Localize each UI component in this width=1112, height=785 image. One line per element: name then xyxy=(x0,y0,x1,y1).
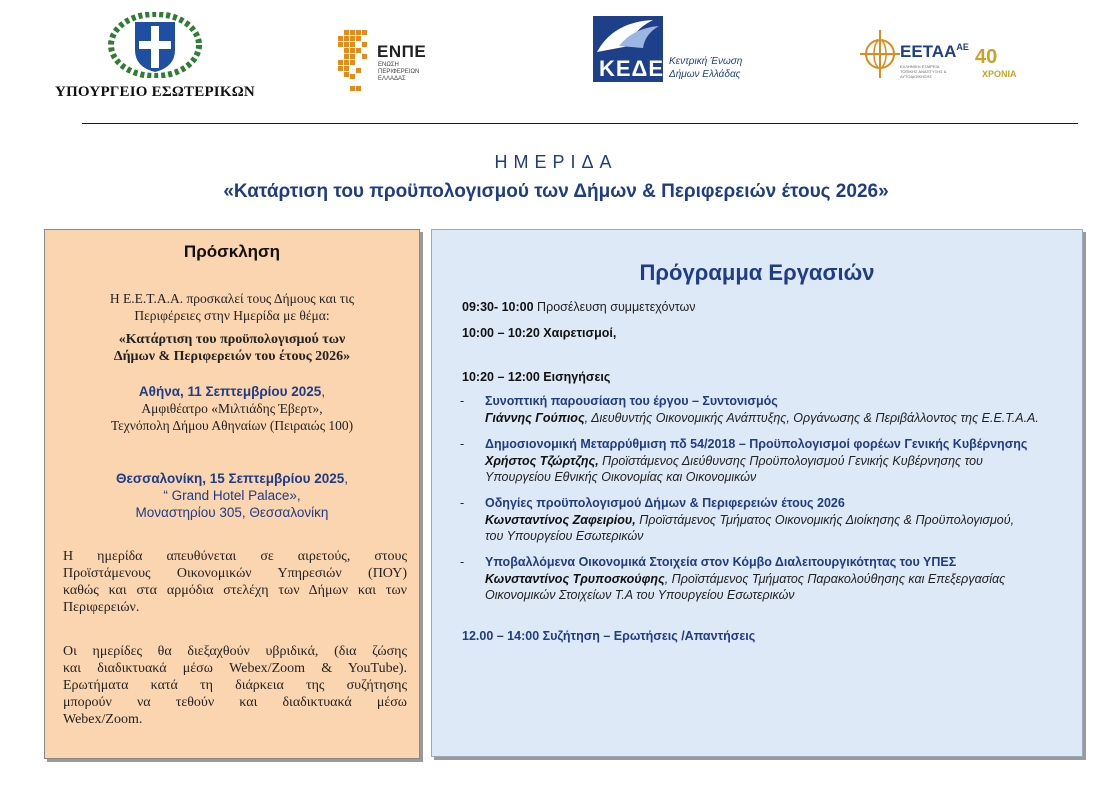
invitation-topic: «Κατάρτιση του προϋπολογισμού των Δήμων & Περιφερειών του έτους 2026» xyxy=(113,332,351,364)
speaker-name: Γιάννης Γούπιος xyxy=(485,410,585,425)
hybrid-paragraph: Οι ημερίδες θα διεξαχθούν υβριδικά, (δια ζώσης και διαδικτυακά μέσω Webex/Zoom & YouTube). Ερωτήματα κατά τη διάρκεια της συζήτησης μπορούν να τεθούν και διαδικτυακά μέσω Webex/Zoom. xyxy=(63,644,407,727)
speaker-name: Χρήστος Τζώρτζης, xyxy=(485,453,599,468)
eetaa-logo-text: $EETAA^{AE}$ xyxy=(900,42,969,61)
kede-logo-text: ΚΕΔΕ xyxy=(599,56,665,81)
kede-logo xyxy=(593,16,773,86)
thessaloniki-date: Θεσσαλονίκη, 15 Σεπτεμβρίου 2025 xyxy=(115,471,345,486)
enpe-logo-subtext: ΕΝΩΣΗ ΠΕΡΙΦΕΡΕΙΩΝ ΕΛΛΑΔΑΣ xyxy=(378,62,420,82)
event-type-title: ΗΜΕΡΙΔΑ xyxy=(494,152,618,172)
program-item-title: Συνοπτική παρουσίαση του έργου – Συντονισμός xyxy=(485,394,778,408)
speaker-name: Κωνσταντίνος Τρυποσκούφης xyxy=(485,571,665,586)
ministry-logo xyxy=(40,12,270,107)
kede-wave-icon xyxy=(593,16,663,56)
athens-date: Αθήνα, 11 Σεπτεμβρίου 2025 xyxy=(138,384,322,399)
program-slot-presentations: 10:20 – 12:00 Εισηγήσεις xyxy=(462,370,611,384)
kede-logo-line1: Κεντρική Ένωση xyxy=(669,56,743,67)
invitation-panel xyxy=(44,229,420,759)
athens-event-info: Αθήνα, 11 Σεπτεμβρίου 2025, Αμφιθέατρο «Μιλτιάδης Έβερτ», Τεχνόπολη Δήμου Αθηναίων (Πειραιώς 100) xyxy=(110,384,354,433)
ministry-name: ΥΠΟΥΡΓΕΙΟ ΕΣΩΤΕΡΙΚΩΝ xyxy=(55,84,255,100)
program-item-title: Δημοσιονομική Μεταρρύθμιση πδ 54/2018 – Προϋπολογισμοί φορέων Γενικής Κυβέρνησης xyxy=(485,437,1028,451)
program-slot-discussion: 12.00 – 14:00 Συζήτηση – Ερωτήσεις /Απαντήσεις xyxy=(462,629,756,643)
invitation-heading: Πρόσκληση xyxy=(183,242,281,261)
speaker-name: Κωνσταντίνος Ζαφειρίου, xyxy=(485,512,636,527)
enpe-logo-text: ΕΝΠΕ xyxy=(377,42,427,61)
program-heading: Πρόγραμμα Εργασιών xyxy=(639,260,875,285)
eetaa-logo-subtext: ΕΛΛΗΝΙΚΗ ΕΤΑΙΡΕΙΑ ΤΟΠΙΚΗΣ ΑΝΑΠΤΥΞΗΣ & ΑΥΤΟΔΙΟΙΚΗΣΗΣ xyxy=(900,64,947,79)
audience-paragraph: Η ημερίδα απευθύνεται σε αιρετούς, στους Προϊστάμενους Οικονομικών Υπηρεσιών (ΠΟΥ) καθώς και στα αρμόδια στελέχη των Δήμων και των Περιφερειών. xyxy=(63,549,407,615)
greek-coat-of-arms-icon xyxy=(108,12,202,78)
header-divider xyxy=(82,123,1078,124)
enpe-logo xyxy=(330,28,440,96)
program-slot-arrival: 09:30- 10:00 Προσέλευση συμμετεχόντων xyxy=(462,300,696,314)
program-slot-greetings: 10:00 – 10:20 Χαιρετισμοί, xyxy=(462,326,617,340)
event-main-title: «Κατάρτιση του προϋπολογισμού των Δήμων & Περιφερειών έτους 2026» xyxy=(223,181,889,202)
program-item-title: Υποβαλλόμενα Οικονομικά Στοιχεία στον Κόμβο Διαλειτουργικότητας του ΥΠΕΣ xyxy=(485,555,957,569)
program-panel: Πρόγραμμα Εργασιών 09:30- 10:00 Προσέλευση συμμετεχόντων 10:00 – 10:20 Χαιρετισμοί, 10:20 – 12:00 Εισηγήσεις - Συνοπτική παρουσίαση του έργου – Συντονισμός Γιάννης Γούπιος, Διευθυντής Οικονομικής Ανάπτυξης, Οργάνωσης & Περιβάλλοντος της Ε.Ε.Τ.Α.Α. - Δημοσιονομική Μεταρρύθμιση πδ 54/2018 – Προϋπολογισμοί φορέων Γενικής Κυβέρνησης Χρήστος Τζώρτζης, Προϊστάμενος Διεύθυνσης Προϋπολογισμού Γενικής Κυβέρνησης του Υπουργείου Εθνικής Οικονομίας και Οικονομικών - Οδηγίες προϋπολογισμού Δήμων & Περιφερειών έτους 2026 Κωνσταντίνος Ζαφειρίου, Προϊστάμενος Τμήματος Οικονομικής Διοίκησης & Προϋπολογισμού, του Υπουργείου Εσωτερικών - Υποβαλλόμενα Οικονομικά Στοιχεία στον Κόμβο Διαλειτουργικότητας του ΥΠΕΣ Κωνσταντίνος Τρυποσκούφης, Προϊστάμενος Τμήματος Παρακολούθησης και Επεξεργασίας Οικονομικών Στοιχείων Τ.Α του Υπουργείου Εσωτερικών 12.00 – 14:00 Συζήτηση – Ερωτήσεις /Απαντήσεις xyxy=(431,229,1083,757)
greece-map-icon xyxy=(330,28,376,94)
eetaa-anniversary-number: 40 xyxy=(975,46,998,68)
eetaa-globe-icon xyxy=(860,24,900,86)
kede-logo-line2: Δήμων Ελλάδας xyxy=(669,69,741,80)
thessaloniki-event-info: Θεσσαλονίκη, 15 Σεπτεμβρίου 2025, “ Grand Hotel Palace», Μοναστηρίου 305, Θεσσαλονίκη xyxy=(115,471,349,520)
eetaa-logo xyxy=(860,24,1020,86)
invitation-intro: Η Ε.Ε.Τ.Α.Α. προσκαλεί τους Δήμους και τις Περιφέρειες στην Ημερίδα με θέμα: xyxy=(109,291,355,323)
kede-logo-box xyxy=(593,16,663,82)
program-item-title: Οδηγίες προϋπολογισμού Δήμων & Περιφερειών έτους 2026 xyxy=(485,496,845,510)
eetaa-anniversary-label: ΧΡΟΝΙΑ xyxy=(982,69,1017,79)
